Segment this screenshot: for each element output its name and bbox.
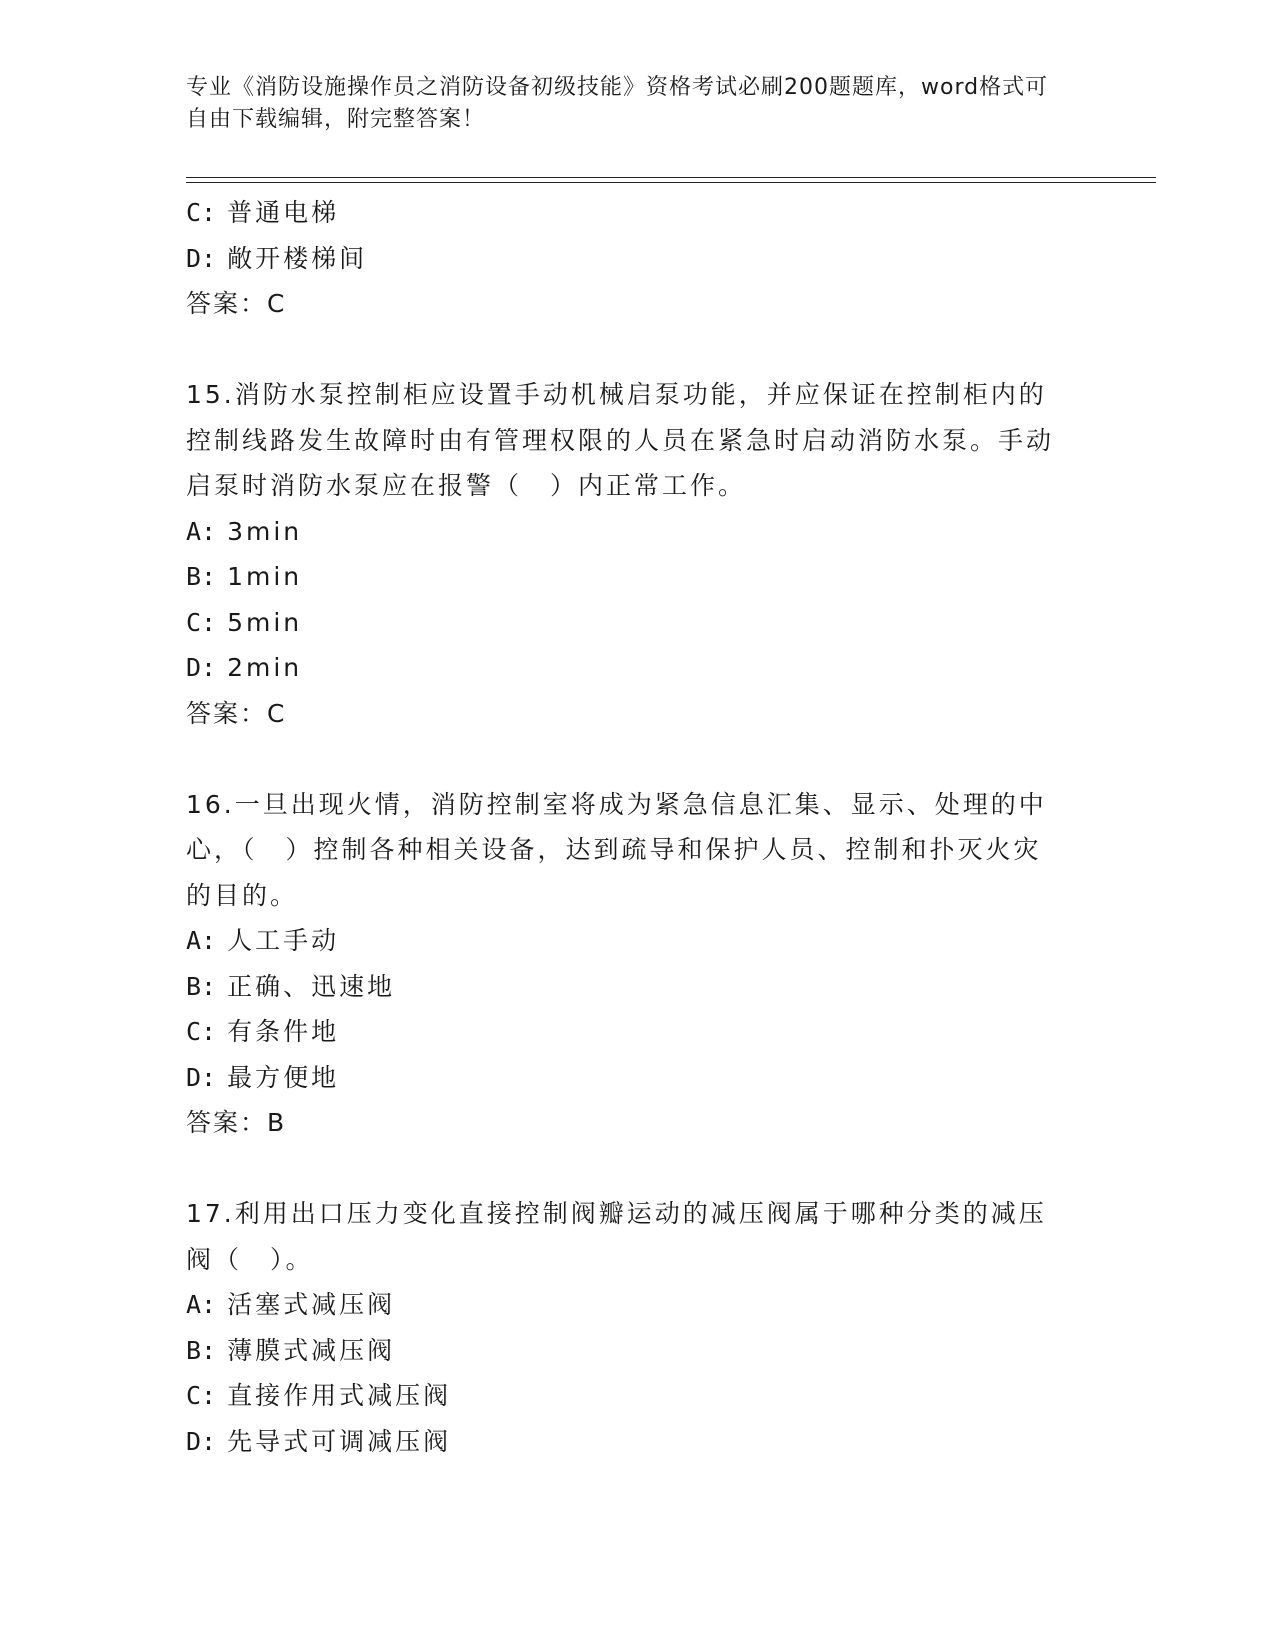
question-stem: 17.利用出口压力变化直接控制阀瓣运动的减压阀属于哪种分类的减压阀（ ）。 [186,1199,1047,1274]
option-letter: B: [186,971,217,1001]
question-17 [186,1191,1086,1464]
option-a [186,1282,1086,1328]
option-letter: A: [186,926,217,955]
answer-line: 答案：C [186,698,287,728]
option-letter: A: [186,516,217,546]
option-c [186,600,1086,646]
option-letter: C: [186,1017,217,1046]
option-d [186,1419,1086,1465]
option-a [186,918,1086,964]
option-d [186,1055,1086,1101]
option-letter: C: [186,1381,217,1410]
option-letter: B: [186,1335,217,1365]
option-letter: A: [186,1290,217,1319]
option-text: 普通电梯 [227,198,340,227]
option-text: 正确、迅速地 [227,971,396,1001]
option-text: 活塞式减压阀 [227,1290,396,1319]
option-text: 先导式可调减压阀 [227,1426,452,1456]
option-text: 人工手动 [227,926,340,955]
question-14-tail [186,190,1086,327]
option-text: 敞开楼梯间 [227,243,368,273]
option-text: 2min [227,653,303,682]
option-text: 直接作用式减压阀 [227,1381,452,1410]
option-letter: B: [186,562,217,591]
answer-line: 答案：C [186,289,287,318]
option-text: 有条件地 [227,1017,340,1046]
option-a [186,509,1086,555]
option-d [186,645,1086,691]
header-rule-top [186,177,1156,178]
question-15 [186,372,1086,736]
option-b [186,1328,1086,1374]
option-letter: D: [186,653,217,682]
option-c [186,1009,1086,1055]
option-letter: C: [186,198,217,227]
header-rule-bottom [186,182,1156,183]
option-letter: D: [186,1062,217,1092]
question-stem: 15.消防水泵控制柜应设置手动机械启泵功能，并应保证在控制柜内的控制线路发生故障时由有管理权限的人员在紧急时启动消防水泵。手动启泵时消防水泵应在报警（ ）内正常工作。 [186,380,1055,500]
question-stem: 16.一旦出现火情，消防控制室将成为紧急信息汇集、显示、处理的中心，（ ）控制各种相关设备，达到疏导和保护人员、控制和扑灭火灾的目的。 [186,789,1047,910]
option-text: 3min [227,516,303,546]
question-16 [186,782,1086,1146]
option-letter: C: [186,607,217,637]
option-text: 5min [227,607,303,637]
option-letter: D: [186,243,217,273]
option-c [186,190,1086,236]
option-d [186,236,1086,282]
answer-line: 答案：B [186,1108,287,1137]
option-c [186,1373,1086,1419]
option-text: 1min [227,562,303,591]
option-letter: D: [186,1426,217,1456]
option-text: 最方便地 [227,1062,340,1092]
option-b [186,964,1086,1010]
option-b [186,554,1086,600]
document-header: 专业《消防设施操作员之消防设备初级技能》资格考试必刷200题题库，word格式可自由下载编辑，附完整答案！ [186,75,1049,132]
document-body [186,190,1086,1464]
option-text: 薄膜式减压阀 [227,1335,396,1365]
